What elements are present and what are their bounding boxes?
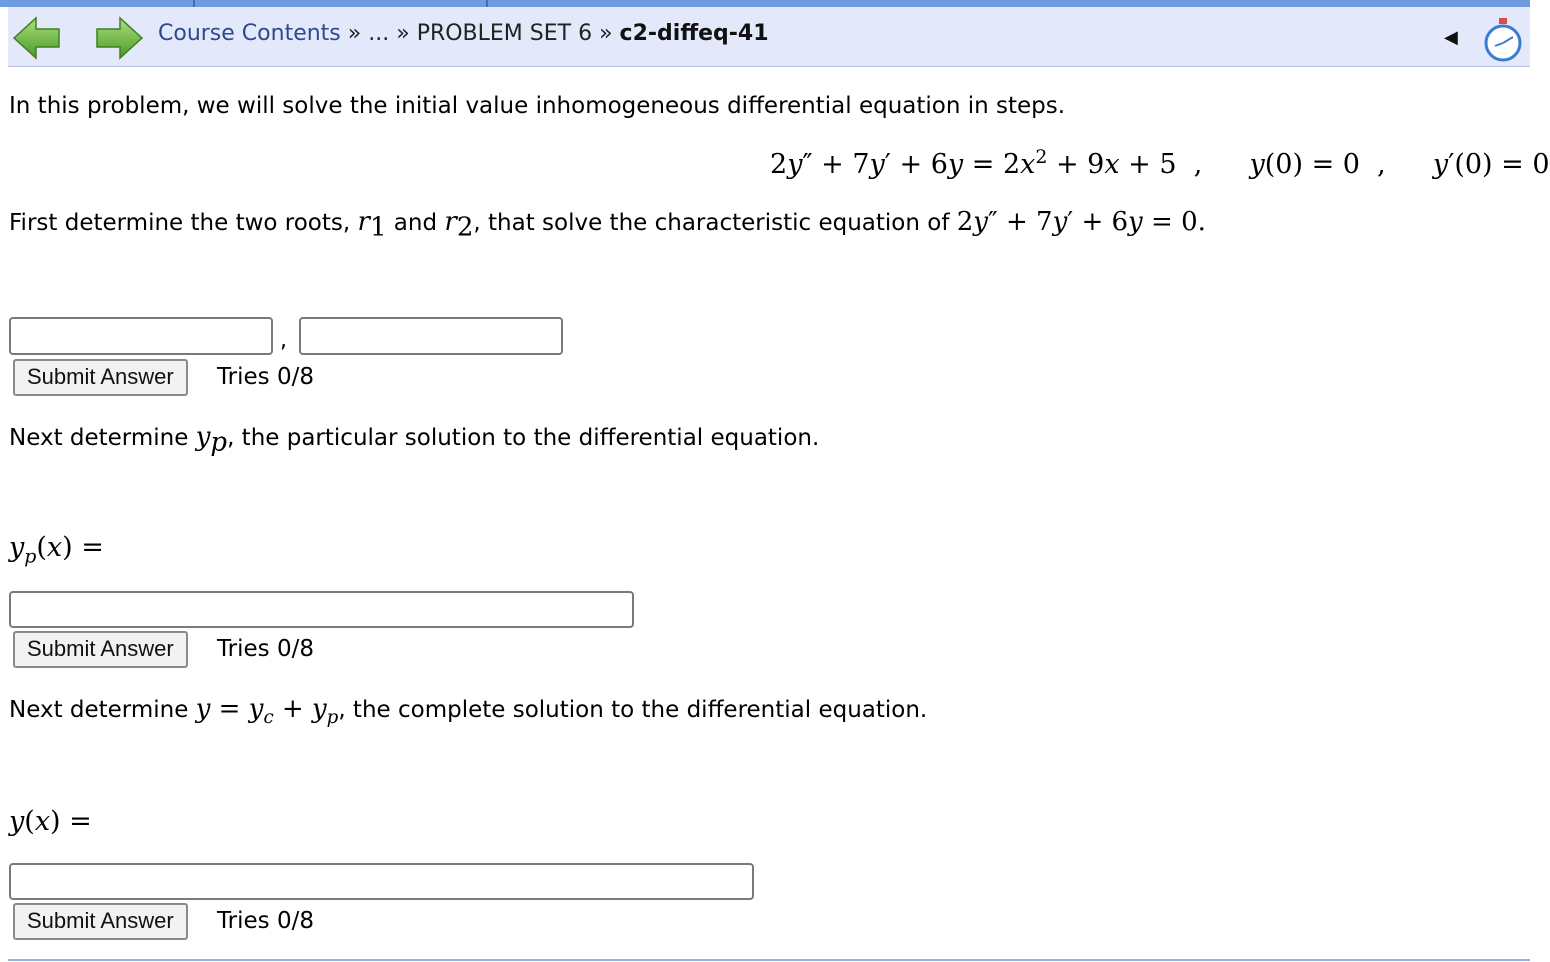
top-stripe bbox=[0, 0, 1530, 7]
particular-tries-counter: Tries 0/8 bbox=[217, 636, 314, 662]
stripe-tick bbox=[486, 0, 488, 7]
breadcrumb-separator: » bbox=[599, 21, 613, 46]
particular-prompt-text-b: , the particular solution to the differential equation. bbox=[227, 425, 820, 451]
complete-prompt-text: Next determine bbox=[9, 697, 196, 723]
particular-submit-button[interactable]: Submit Answer bbox=[13, 631, 188, 668]
particular-solution-input[interactable] bbox=[9, 591, 634, 628]
root-2-input[interactable] bbox=[299, 317, 563, 355]
breadcrumb-problem-set[interactable]: PROBLEM SET 6 bbox=[416, 21, 593, 46]
roots-tries-counter: Tries 0/8 bbox=[217, 364, 314, 390]
stripe-tick bbox=[193, 0, 195, 7]
particular-prompt-text: Next determine bbox=[9, 425, 196, 451]
left-triangle-icon[interactable]: ◀ bbox=[1444, 27, 1458, 48]
bottom-divider bbox=[8, 959, 1530, 961]
complete-label: y(x) = bbox=[9, 806, 92, 837]
roots-prompt-text-b: , that solve the characteristic equation of bbox=[473, 210, 957, 236]
roots-submit-button[interactable]: Submit Answer bbox=[13, 359, 188, 396]
breadcrumb bbox=[158, 21, 769, 46]
breadcrumb-current: c2-diffeq-41 bbox=[619, 21, 769, 46]
forward-arrow-icon[interactable] bbox=[94, 15, 144, 61]
navigation-bar bbox=[8, 7, 1530, 67]
roots-prompt-and: and bbox=[386, 210, 445, 236]
complete-prompt: Next determine $y = y_c + y_p$, the complete solution to the differential equation. bbox=[9, 694, 928, 729]
roots-prompt: First determine the two roots, $r_1$ and $r_2$, that solve the characteristic equation of 2y″ + 7y′ + 6y = 0. bbox=[9, 207, 1206, 243]
particular-label: $y_p(x)$ = bbox=[9, 532, 104, 568]
roots-prompt-text: First determine the two roots, bbox=[9, 210, 358, 236]
differential-equation: $2y'' + 7y' + 6y = 2x^2 + 9x + 5$ , y(0) = 0 , y′(0) = 0 bbox=[770, 146, 1550, 180]
root-1-input[interactable] bbox=[9, 317, 273, 355]
complete-prompt-text-b: , the complete solution to the differential equation. bbox=[338, 697, 928, 723]
breadcrumb-separator: » bbox=[396, 21, 410, 46]
complete-solution-input[interactable] bbox=[9, 863, 754, 900]
problem-intro: In this problem, we will solve the initial value inhomogeneous differential equation in steps. bbox=[9, 93, 1066, 119]
complete-tries-counter: Tries 0/8 bbox=[217, 908, 314, 934]
breadcrumb-ellipsis: ... bbox=[368, 21, 390, 46]
stopwatch-icon[interactable] bbox=[1480, 17, 1526, 63]
roots-separator: , bbox=[280, 328, 287, 353]
back-arrow-icon[interactable] bbox=[12, 15, 62, 61]
particular-prompt: Next determine $y_p$, the particular solution to the differential equation. bbox=[9, 422, 820, 458]
breadcrumb-course-contents[interactable]: Course Contents bbox=[158, 21, 341, 46]
breadcrumb-separator: » bbox=[347, 21, 362, 46]
complete-submit-button[interactable]: Submit Answer bbox=[13, 903, 188, 940]
